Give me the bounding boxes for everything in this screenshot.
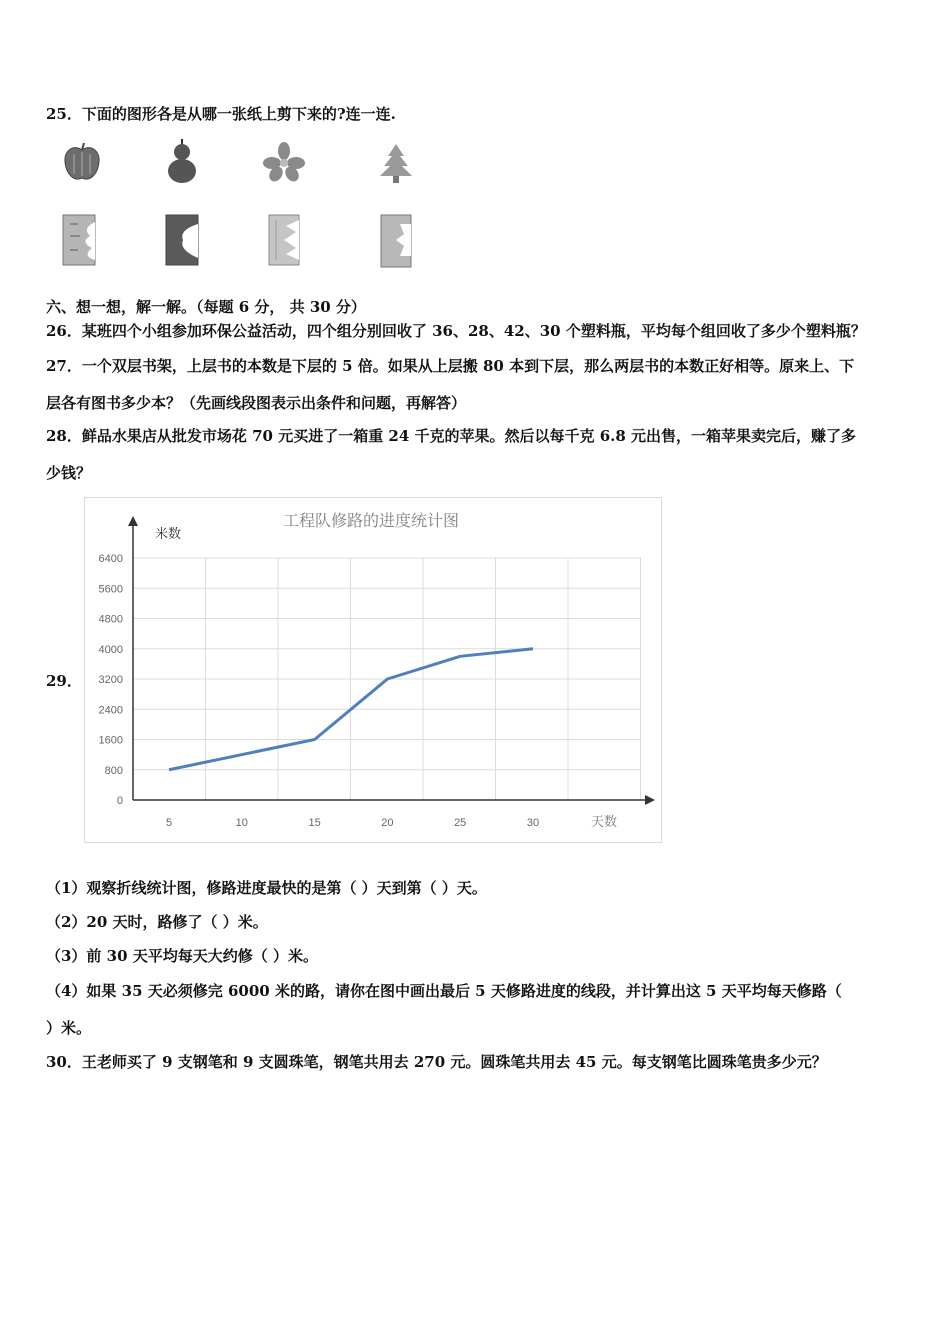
y-tick-label: 2400 bbox=[98, 704, 123, 717]
line-chart bbox=[84, 497, 662, 843]
cut-paper-3 bbox=[268, 214, 300, 266]
x-tick-label: 10 bbox=[235, 817, 248, 829]
x-tick-label: 5 bbox=[165, 817, 173, 829]
q27-line1: 27．一个双层书架，上层书的本数是下层的 5 倍。如果从上层搬 80 本到下层，那么两层书的本数正好相等。原来上、下 bbox=[46, 357, 855, 375]
y-tick-label: 3200 bbox=[98, 674, 123, 686]
cut-paper-2 bbox=[165, 214, 199, 266]
x-ticks bbox=[166, 817, 539, 829]
x-tick-label: 30 bbox=[526, 817, 540, 829]
q29-sub4-line1: （4）如果 35 天必须修完 6000 米的路，请你在图中画出最后 5 天修路进度的线段，并计算出这 5 天平均每天修路（ bbox=[46, 982, 842, 1000]
tree-icon bbox=[376, 142, 416, 184]
x-axis-label: 天数 bbox=[591, 815, 618, 830]
chart-svg bbox=[85, 498, 661, 842]
apple-icon bbox=[60, 140, 104, 184]
y-tick-label: 6400 bbox=[98, 553, 123, 565]
x-axis-arrow bbox=[645, 795, 655, 805]
y-axis-arrow bbox=[128, 516, 138, 526]
section6-heading: 六、想一想，解一解。（每题 6 分， 共 30 分） bbox=[46, 298, 366, 316]
q29-number: 29． bbox=[46, 672, 82, 690]
y-tick-label: 5600 bbox=[98, 583, 123, 596]
y-tick-label: 800 bbox=[104, 764, 123, 777]
x-tick-label: 25 bbox=[454, 817, 467, 829]
y-tick-label: 0 bbox=[116, 795, 123, 807]
q29-sub1: （1）观察折线统计图，修路进度最快的是第（ ）天到第（ ）天。 bbox=[46, 879, 487, 897]
chart-title: 工程队修路的进度统计图 bbox=[282, 511, 460, 530]
cut-paper-1 bbox=[62, 214, 96, 266]
y-tick-label: 1600 bbox=[98, 734, 123, 747]
y-tick-label: 4800 bbox=[98, 613, 123, 626]
y-ticks bbox=[99, 553, 123, 807]
flower-icon bbox=[262, 141, 306, 183]
q28-line2: 少钱？ bbox=[46, 464, 92, 482]
q26-text: 26．某班四个小组参加环保公益活动，四个组分别回收了 36、28、42、30 个塑料瓶，平均每个组回收了多少个塑料瓶？ bbox=[46, 322, 866, 340]
gourd-icon bbox=[164, 138, 200, 186]
q25-text: 25．下面的图形各是从哪一张纸上剪下来的?连一连. bbox=[46, 105, 396, 123]
q27-line2: 层各有图书多少本？（先画线段图表示出条件和问题，再解答） bbox=[46, 394, 467, 412]
q28-line1: 28．鲜品水果店从批发市场花 70 元买进了一箱重 24 千克的苹果。然后以每千克 6.8 元出售，一箱苹果卖完后，赚了多 bbox=[46, 427, 857, 445]
x-tick-label: 15 bbox=[308, 817, 321, 829]
x-tick-label: 20 bbox=[381, 817, 394, 829]
q30-text: 30．王老师买了 9 支钢笔和 9 支圆珠笔，钢笔共用去 270 元。圆珠笔共用去 45 元。每支钢笔比圆珠笔贵多少元？ bbox=[46, 1053, 827, 1071]
q29-sub4-line2: ）米。 bbox=[46, 1019, 92, 1037]
cut-paper-4 bbox=[380, 214, 412, 268]
q29-sub3: （3）前 30 天平均每天大约修（ ）米。 bbox=[46, 947, 318, 965]
q29-sub2: （2）20 天时，路修了（ ）米。 bbox=[46, 913, 268, 931]
y-tick-label: 4000 bbox=[98, 643, 123, 656]
y-axis-label: 米数 bbox=[155, 527, 182, 542]
